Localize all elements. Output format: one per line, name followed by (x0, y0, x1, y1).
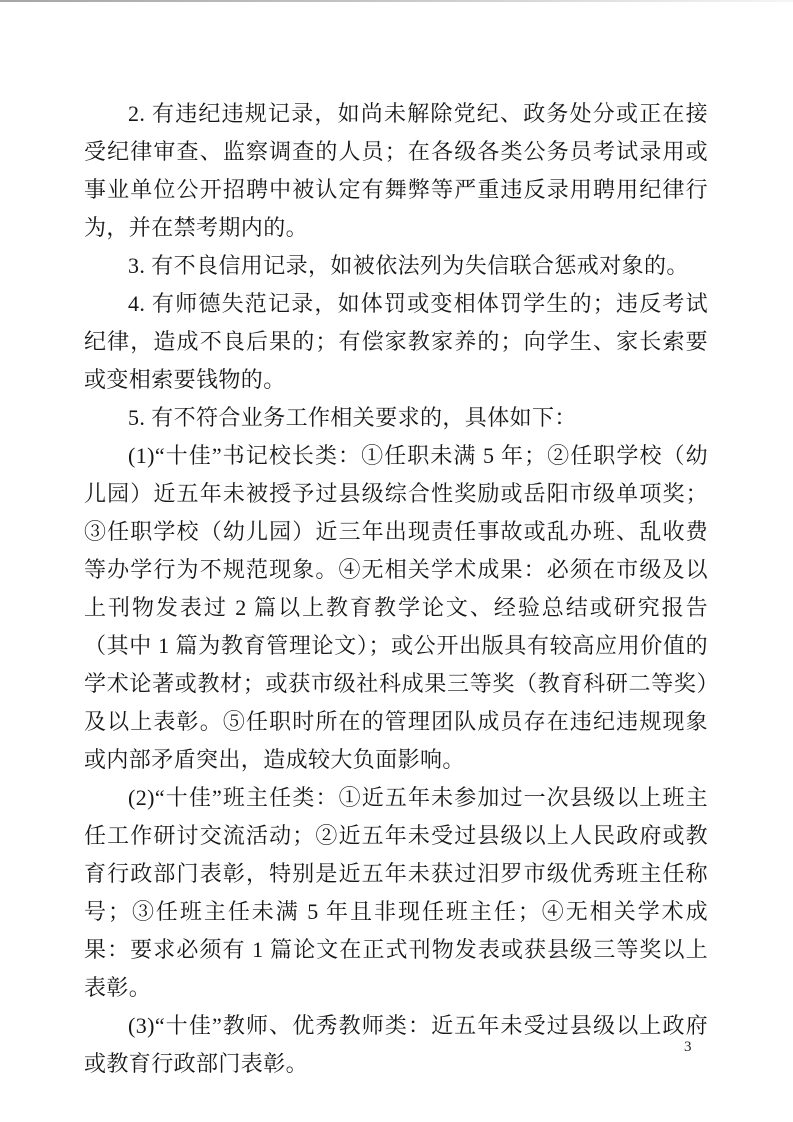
paragraph-item-3: 3. 有不良信用记录，如被依法列为失信联合惩戒对象的。 (128, 253, 689, 278)
paragraph-item-2: 2. 有违纪违规记录，如尚未解除党纪、政务处分或正在接受纪律审查、监察调查的人员；在各级各类公务员考试录用或事业单位公开招聘中被认定有舞弊等严重违反录用聘用纪律行为，并在禁考期内的。 (84, 101, 708, 240)
paragraph-sub-item-1: (1)“十佳”书记校长类：①任职未满 5 年；②任职学校（幼儿园）近五年未被授予过县级综合性奖励或岳阳市级单项奖；③任职学校（幼儿园）近三年出现责任事故或乱办班、乱收费等办学行为不规范现象。④无相关学术成果：必须在市级及以上刊物发表过 2 篇以上教育教学论文、经验总结或研究报告（其中 1 篇为教育管理论文）；或公开出版具有较高应用价值的学术论著或教材；或获市级社科成果三等奖（教育科研二等奖）及以上表彰。⑤任职时所在的管理团队成员存在违纪违规现象或内部矛盾突出，造成较大负面影响。 (84, 443, 708, 772)
page-number: 3 (684, 1039, 692, 1055)
document-body (84, 95, 708, 1083)
paragraph-sub-item-3: (3)“十佳”教师、优秀教师类：近五年未受过县级以上政府或教育行政部门表彰。 (84, 1013, 708, 1076)
paragraph-item-5: 5. 有不符合业务工作相关要求的，具体如下： (128, 405, 577, 430)
paragraph-item-4: 4. 有师德失范记录，如体罚或变相体罚学生的；违反考试纪律，造成不良后果的；有偿家教家养的；向学生、家长索要或变相索要钱物的。 (84, 291, 708, 392)
paragraph-sub-item-2: (2)“十佳”班主任类：①近五年未参加过一次县级以上班主任工作研讨交流活动；②近五年未受过县级以上人民政府或教育行政部门表彰，特别是近五年未获过汨罗市级优秀班主任称号；③任班主任未满 5 年且非现任班主任；④无相关学术成果：要求必须有 1 篇论文在正式刊物发表或获县级三等奖以上表彰。 (84, 785, 708, 1000)
scan-artifact-top-edge (0, 0, 793, 2)
